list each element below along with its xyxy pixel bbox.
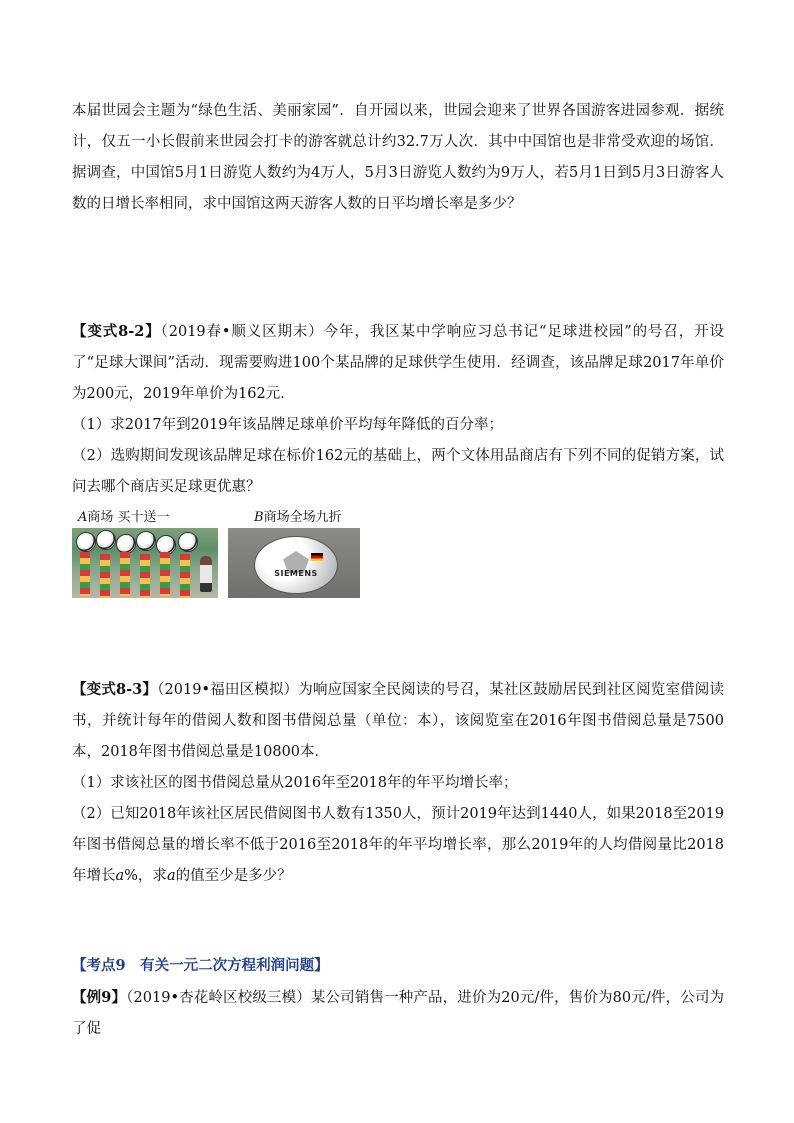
variant-8-2-body: （2019春•顺义区期末）今年，我区某中学响应习总书记“足球进校园”的号召，开设了“足球大课间”活动．现需要购进100个某品牌的足球供学生使用．经调查，该品牌足球2017年单价为200元，2019年单价为162元． <box>72 324 724 402</box>
variant-8-3-label: 【变式8-3】 <box>72 681 158 698</box>
figure-a-photo <box>72 528 218 598</box>
variant-8-3-q2: （2）已知2018年该社区居民借阅图书人数有1350人，预计2019年达到1440人，如果2018至2019年图书借阅总量的增长率不低于2016至2018年的年平均增长率，那么2019年的人均借阅量比2018年增长a%，求a的值至少是多少？ <box>72 806 724 884</box>
variant-8-3-q1: （1）求该社区的图书借阅总量从2016年至2018年的年平均增长率； <box>72 775 518 791</box>
section-heading-9 <box>72 950 724 981</box>
promotion-figures <box>72 506 372 596</box>
figure-b-photo <box>228 528 360 598</box>
figure-b-caption: B商场全场九折 <box>254 510 342 525</box>
variant-8-2-q2: （2）选购期间发现该品牌足球在标价162元的基础上，两个文体用品商店有下列不同的促销方案，试问去哪个商店买足球更优惠？ <box>72 448 724 495</box>
variant-8-2-label: 【变式8-2】 <box>72 323 161 340</box>
example-9-body: （2019•杏花岭区校级三模）某公司销售一种产品，进价为20元/件，售价为80元/件，公司为了促 <box>72 990 724 1037</box>
variant-8-2-q1: （1）求2017年到2019年该品牌足球单价平均每年降低的百分率； <box>72 417 504 433</box>
problem-expo-text: 本届世园会主题为“绿色生活、美丽家园”．自开园以来，世园会迎来了世界各国游客进园参观．据统计，仅五一小长假前来世园会打卡的游客就总计约32.7万人次．其中中国馆也是非常受欢迎的场馆．据调查，中国馆5月1日游览人数约为4万人，5月3日游览人数约为9万人，若5月1日到5月3日游客人数的日增长率相同，求中国馆这两天游客人数的日平均增长率是多少？ <box>72 103 724 212</box>
variant-8-3 <box>72 674 724 892</box>
variant-8-2 <box>72 316 724 503</box>
ball-brand-text: SIEMENS <box>274 569 318 578</box>
soccer-ball-image <box>254 536 338 594</box>
figure-a-caption: A商场 买十送一 <box>78 510 170 525</box>
example-9 <box>72 982 724 1045</box>
example-9-label: 【例9】 <box>72 989 127 1006</box>
section-heading-9-text: 【考点9 有关一元二次方程利润问题】 <box>72 957 329 974</box>
problem-expo <box>72 96 724 220</box>
variant-8-3-body: （2019•福田区模拟）为响应国家全民阅读的号召，某社区鼓励居民到社区阅览室借阅读书，并统计每年的借阅人数和图书借阅总量（单位：本），该阅览室在2016年图书借阅总量是7500本，2018年图书借阅总量是10800本． <box>72 682 724 760</box>
